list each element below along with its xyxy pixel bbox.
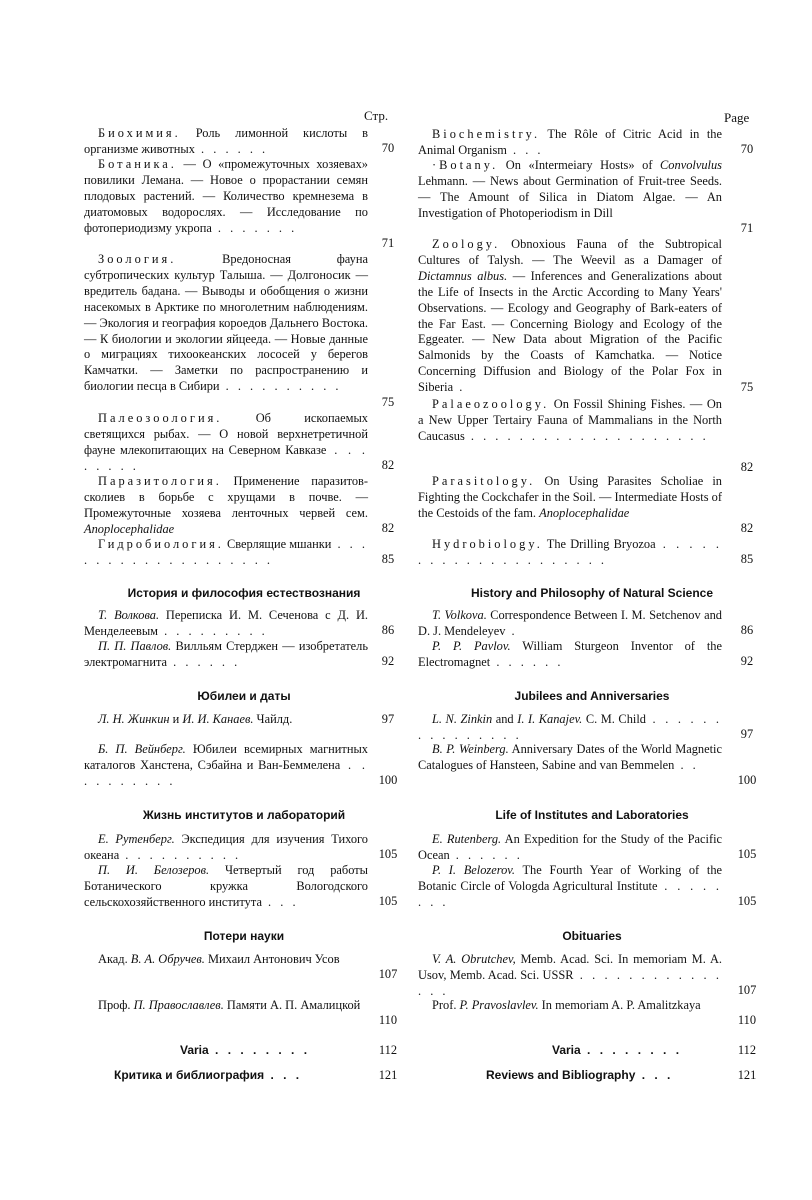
entry-page-number: 82 [740,460,754,474]
entry-rubric: Зоология. [98,252,177,266]
entry-page-number: 82 [381,458,395,472]
entry-text: — Inferences and Generalizations about the Life of Insects in the Arctic According to Many Years' Observations. — Ecology and Geography of Bark-eaters of the Far East. — Concerning Biology and Ecology of the Eggeater. — New Data about Migration of the Pacific Salmonids by the Coasts of Kamchatka. — Notice Concerning Diffusion and Biology of the Polar Fox in Siberia [418,268,722,395]
entry-text: Memb. Acad. Sci. In memoriam M. A. Usov, Memb. Acad. Sci. USSR [418,952,723,982]
entry-text: Памяти А. П. Амалицкой [223,998,361,1012]
entry-author: P. Pravoslavlev. [459,998,539,1012]
entry-text: The Fourth Year of Working of the Botanic Circle of Vologda Agricultural Institute [418,863,723,893]
entry-page-number: 82 [740,521,754,535]
entry-author: Е. Рутенберг. [98,832,175,846]
entry-text: Correspondence Between I. M. Setchenov and D. J. Mendeleyev [418,608,722,638]
entry-leader-dots: . [453,380,466,395]
entry-text: The Drilling Bryozoa [542,537,656,551]
entry-text: Михаил Антонович Усов [204,952,340,966]
entry-author: I. I. Kanajev. [517,712,583,726]
entry-text: Чайлд. [253,712,293,726]
entry-page-number: 97 [381,712,395,726]
entry-leader-dots: . . . . . . . . . . . . . . . . . . . . [464,428,709,443]
entry-text: Экспедиция для изучения Тихого океана [84,832,368,862]
entry-author: П. П. Павлов. [98,639,172,653]
section-heading-jubilees: Jubilees and Anniversaries [514,689,670,703]
entry-title: Критика и библиография [114,1068,265,1082]
entry-leader-dots: . . . . . . [490,654,564,669]
entry-leader-dots: . . . . . . . . [208,1043,311,1057]
entry-page-number: 70 [740,142,754,156]
entry-rubric: Палеозоология. [98,411,223,425]
entry-rubric: Паразитология. [98,474,222,488]
entry-title: Varia [180,1043,209,1057]
entry-leader-dots: . . . . . . . . [418,878,722,909]
entry-page-number: 110 [378,1013,398,1027]
entry-rubric: Hydrobiology. [432,537,543,551]
entry-author: B. P. Weinberg. [432,742,509,756]
entry-leader-dots: . . . . . . [194,141,269,156]
entry-leader-dots: . . [674,757,699,772]
entry-rubric: ·Botany. [432,158,499,172]
entry-page-number: 71 [381,236,395,250]
entry-text: Вредоносная фауна субтропических культур Талыша. — Долгоносик — вредитель бадана. — Выводы и обобщения о жизни насекомых в Арктике по многолетним наблюдениям. — Экология и география короедов Дальнего Востока. — К биологии и экологии яйцееда. — Новые данные о миграциях тихоокеанских лососей у берегов Камчатки. — Заметки по распространению и биологии песца в Сибири [84,252,368,394]
entry-page-number: 105 [378,894,398,908]
entry-page-number: 75 [381,395,395,409]
entry-leader-dots: . . . [264,1068,303,1082]
entry-title: Varia [552,1043,581,1057]
entry-author: T. Volkova. [432,608,487,622]
entry-author: Т. Волкова. [98,608,160,622]
entry-text: In memoriam A. P. Amalitzkaya [538,998,701,1012]
entry-text: Роль лимонной кислоты в организме животных [84,126,368,156]
entry-text: Вилльям Стерджен — изобретатель электромагнита [84,639,368,669]
page-column-header: Page [724,110,750,125]
entry-page-number: 100 [378,773,398,787]
entry-leader-dots: . . . . . . . . . . . . . . . . . . . . . [418,537,723,567]
entry-italic-term: Convolvulus [660,158,722,172]
entry-author: Б. П. Вейнберг. [98,742,186,756]
section-heading-history: История и философия естествознания [127,586,361,600]
entry-text: Четвертый год работы Ботанического кружка Вологодского сельскохозяйственного института [84,863,368,909]
entry-italic-term: Anoplocephalidae [84,521,175,536]
entry-rubric: Parasitology. [432,474,536,488]
entry-page-number: 75 [740,380,754,394]
entry-page-number: 121 [737,1068,757,1082]
entry-author: И. И. Канаев. [182,712,254,726]
entry-page-number: 71 [740,221,754,235]
entry-author: В. А. Обручев. [130,952,205,966]
entry-page-number: 105 [737,847,757,861]
section-heading-losses: Потери науки [203,929,285,943]
entry-page-number: 92 [381,654,395,668]
entry-leader-dots: . . . . . . . . . [158,623,268,638]
entry-text: — О «промежуточных хозяевах» повилики Лемана. — Новое о прорастании семян плодовых растений. — Количество кремнезема в диатомовых водорослях. — Исследование по фотопериодизму укропа [84,157,368,235]
section-heading-obituaries: Obituaries [562,929,622,943]
entry-page-number: 100 [737,773,757,787]
page-column-header: Стр. [364,108,389,123]
entry-leader-dots: . . . . . . . . . . [219,379,342,394]
entry-leader-dots: . . . [635,1068,674,1082]
entry-leader-dots: . . . . . . . . [580,1043,683,1057]
entry-rubric: Biochemistry. [432,127,541,141]
entry-rubric: Ботаника. [98,157,177,171]
entry-page-number: 97 [740,727,754,741]
entry-author: П. Православлев. [133,998,224,1012]
entry-author: P. P. Pavlov. [432,639,511,653]
entry-leader-dots: . . . . . . . . [84,442,368,473]
entry-leader-dots: . . . . . . [449,847,523,862]
entry-page-number: 85 [381,552,395,566]
entry-page-number: 110 [737,1013,757,1027]
entry-leader-dots: . [505,623,518,638]
entry-text: Юбилеи всемирных магнитных каталогов Ханстена, Сэбайна и Ван-Беммелена [84,742,368,772]
section-heading-institutes: Life of Institutes and Laboratories [495,808,689,822]
entry-author: E. Rutenberg. [432,832,502,846]
entry-author: П. И. Белозеров. [98,863,210,877]
entry-page-number: 82 [381,521,395,535]
entry-rubric: Palaeozoology. [432,397,550,411]
entry-italic-term: Anoplocephalidae [539,505,630,520]
entry-author: L. N. Zinkin [432,712,493,726]
entry-page-number: 105 [378,847,398,861]
entry-leader-dots: . . . . . . . . . . [84,757,369,788]
entry-page-number: 107 [737,983,757,997]
entry-page-number: 92 [740,654,754,668]
entry-rubric: Гидробиология. [98,537,224,551]
entry-page-number: 112 [737,1043,757,1057]
entry-author: V. A. Obrutchev, [432,952,516,966]
entry-page-number: 112 [378,1043,398,1057]
entry-text: C. M. Child [582,712,646,726]
entry-text: Obnoxious Fauna of the Subtropical Cultures of Talysh. — The Weevil as a Damager of [418,237,722,267]
entry-text: Переписка И. М. Сеченова с Д. И. Менделеевым [84,608,368,638]
entry-text: An Expedition for the Study of the Pacific Ocean [418,832,723,862]
entry-text: Об ископаемых светящихся рыбах. — О новой верхнетретичной фауне млекопитающих на Северном Кавказе [84,411,368,457]
entry-italic-term: Dictamnus albus. [418,268,508,283]
entry-page-number: 121 [378,1068,398,1082]
entry-leader-dots: . . . . . . . . . . . . . . . [418,712,722,742]
entry-text: William Sturgeon Inventor of the Electromagnet [418,639,722,669]
entry-page-number: 85 [740,552,754,566]
section-heading-institutes: Жизнь институтов и лабораторий [142,808,346,822]
entry-text: The Rôle of Citric Acid in the Animal Organism [418,127,722,157]
section-heading-history: History and Philosophy of Natural Science [470,586,714,600]
entry-text: On «Intermeiary Hosts» of [498,158,661,172]
entry-leader-dots: . . . . . . . . . . [119,847,242,862]
entry-text: On Using Parasites Scholiae in Fighting the Cockchafer in the Soil. — Intermediate Hosts of the Cestoids of the fam. [418,474,722,520]
entry-text: On Fossil Shining Fishes. — On a New Upper Tertairy Fauna of Mammalians in the North Caucasus [418,397,722,443]
entry-leader-dots: . . . [506,142,544,157]
entry-rubric: Биохимия. [98,126,181,140]
entry-author: P. I. Belozerov. [432,863,515,877]
entry-leader-dots: . . . [261,894,299,909]
entry-leader-dots: . . . . . . . . . . . . . . . . . . . [84,537,368,567]
entry-author: Л. Н. Жинкин [98,712,170,726]
entry-page-number: 86 [381,623,395,637]
entry-page-number: 70 [381,141,395,155]
section-heading-jubilees: Юбилеи и даты [197,689,291,703]
entry-rubric: Zoology. [432,237,501,251]
entry-text: Anniversary Dates of the World Magnetic Catalogues of Hansteen, Sabine and van Bemmelen [418,742,722,772]
entry-page-number: 86 [740,623,754,637]
entry-leader-dots: . . . . . . . . . . . . . . . [418,967,722,998]
entry-text: Lehmann. — News about Germination of Fruit-tree Seeds. — The Amount of Silica in Diatom Algae. — An Investigation of Photoperiodism in Dill [418,173,722,220]
entry-title: Reviews and Bibliography [486,1068,636,1082]
entry-leader-dots: . . . . . . . [211,220,298,235]
entry-page-number: 105 [737,894,757,908]
entry-text: Применение паразитов-сколиев в борьбе с хрущами в почве. — Промежуточные хозяева ленточных червей сем. [84,474,368,520]
entry-leader-dots: . . . . . . [167,654,241,669]
entry-page-number: 107 [378,967,398,981]
entry-text: Сверлящие мшанки [223,537,332,551]
